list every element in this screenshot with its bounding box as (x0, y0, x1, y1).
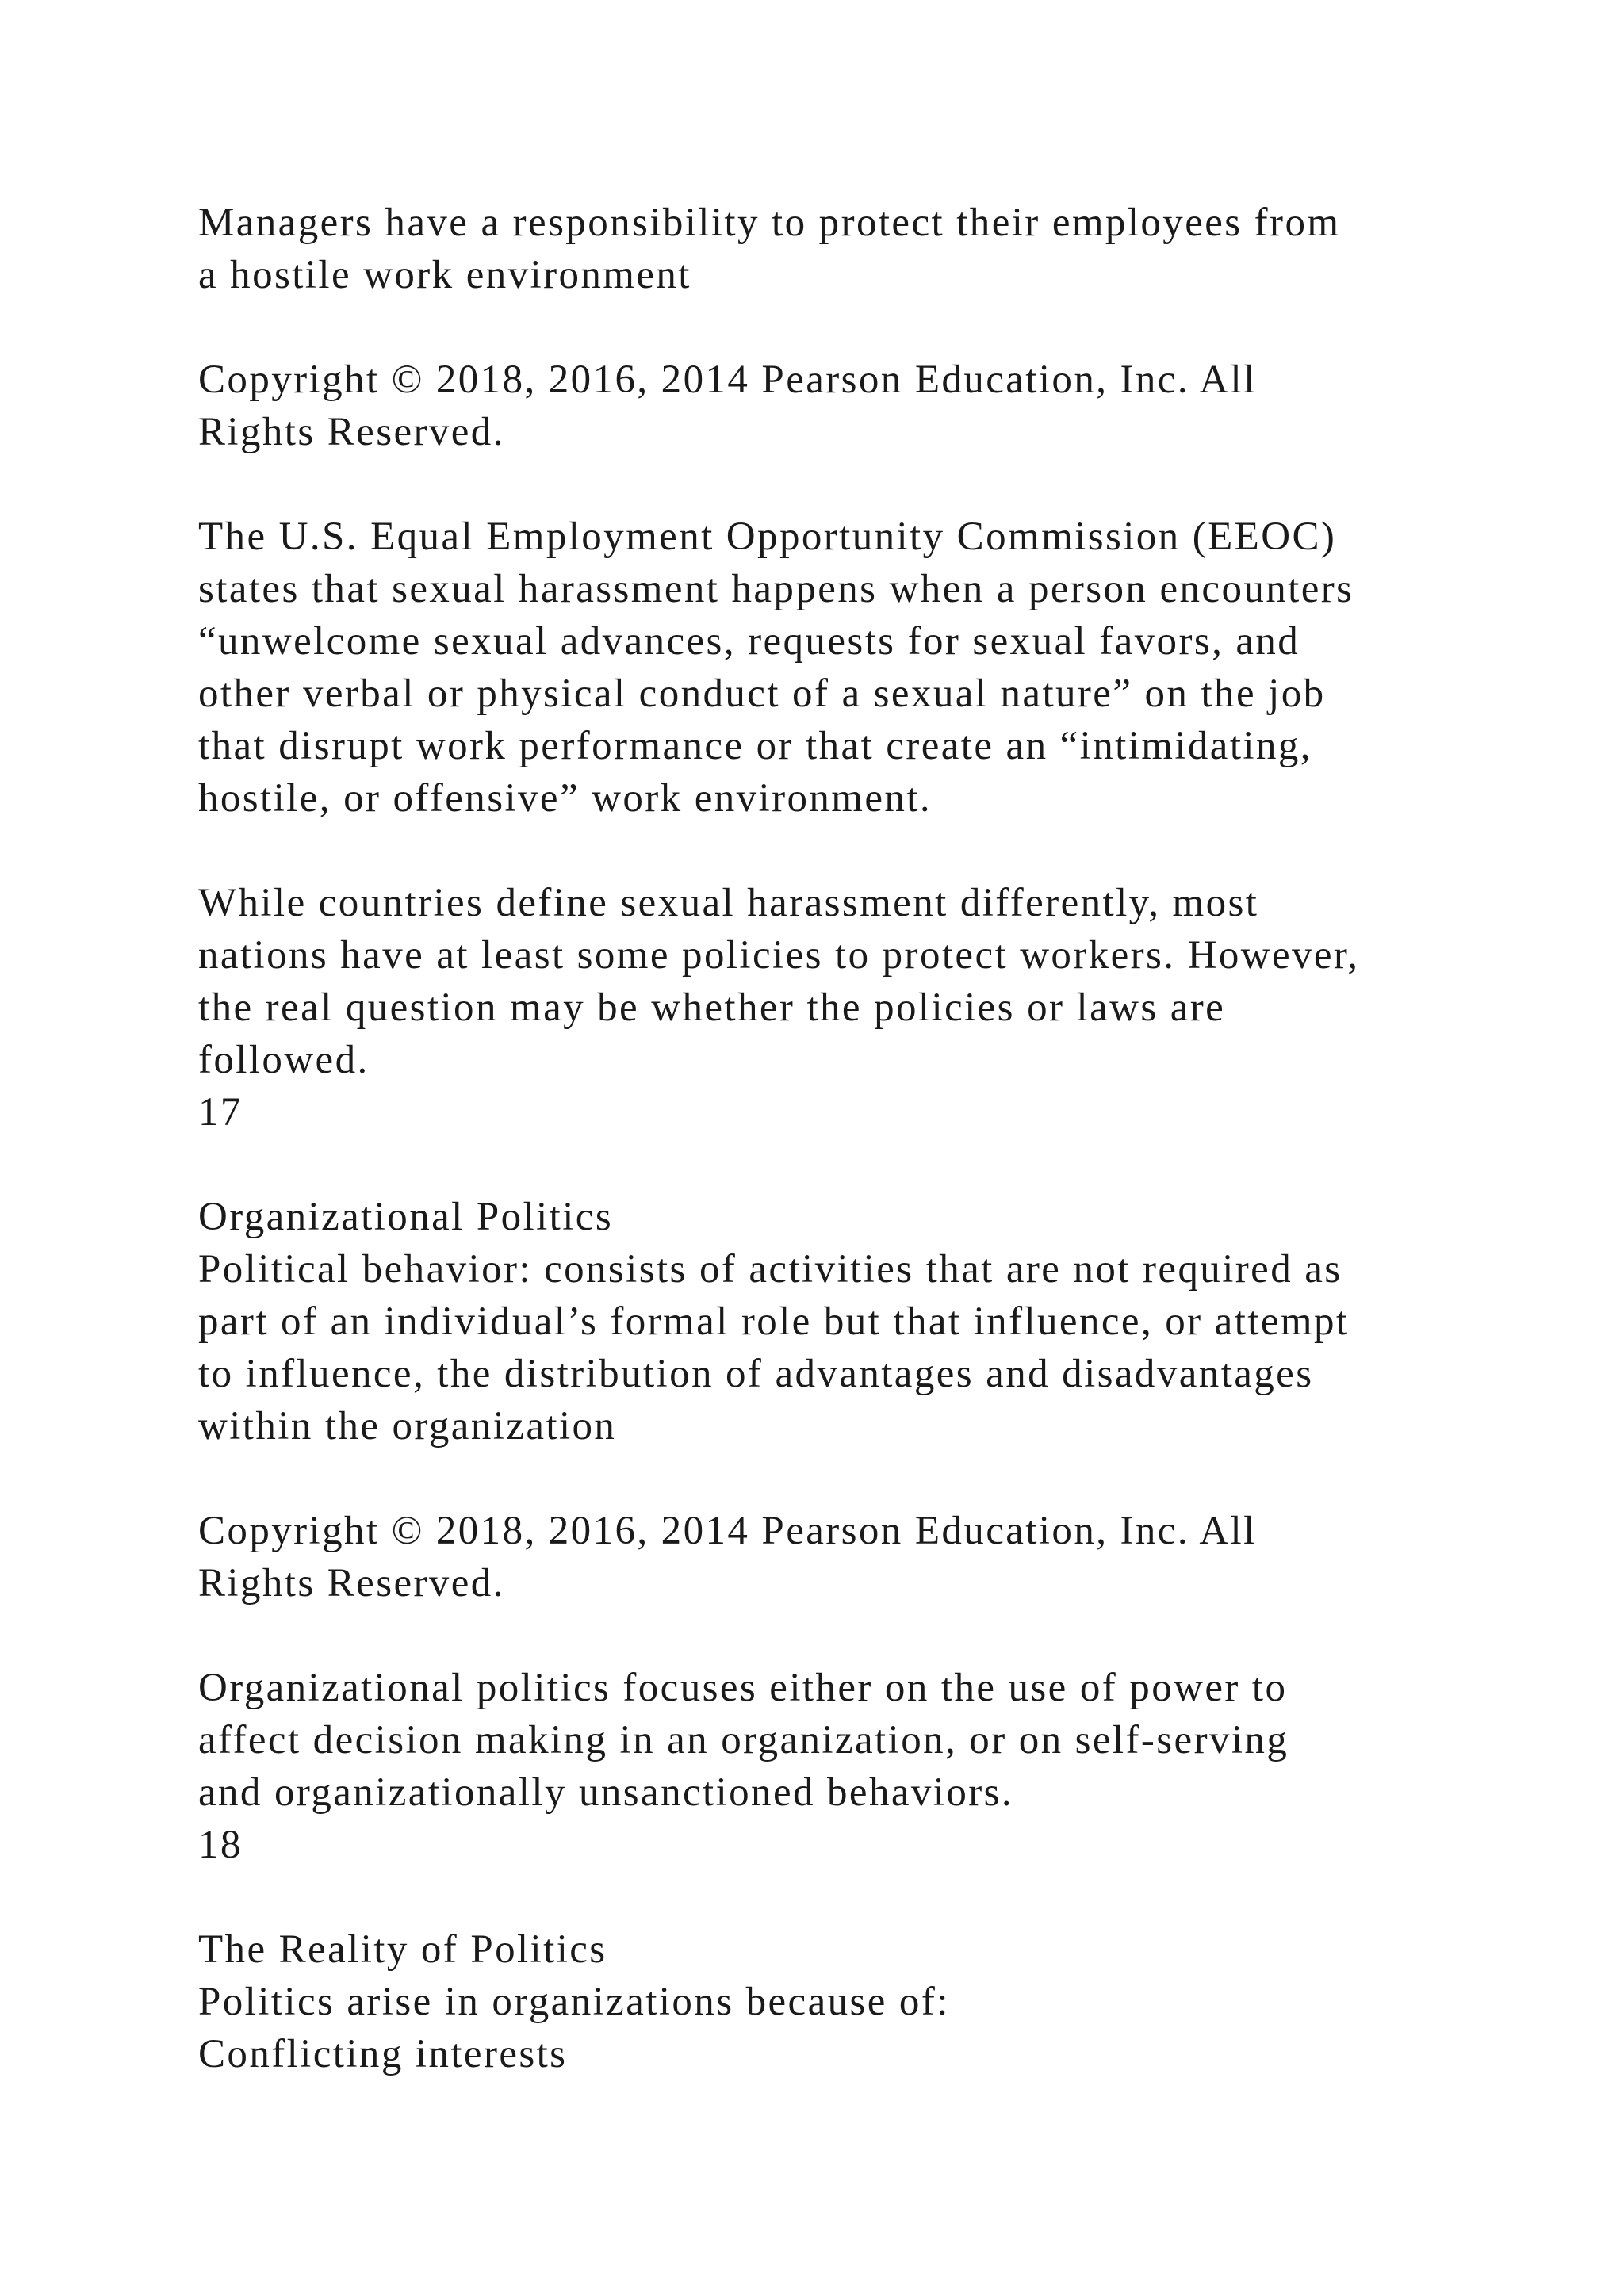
text-line: other verbal or physical conduct of a sexual nature” on the job (198, 672, 1326, 716)
document-body (198, 197, 1515, 2080)
paragraph (198, 197, 1515, 301)
paragraph-gap (198, 825, 1515, 877)
text-line: nations have at least some policies to protect workers. However, (198, 933, 1360, 978)
paragraph (198, 1662, 1515, 1871)
text-line: the real question may be whether the policies or laws are (198, 985, 1226, 1030)
text-line: Copyright © 2018, 2016, 2014 Pearson Education, Inc. All (198, 1509, 1257, 1553)
text-line: Political behavior: consists of activities that are not required as (198, 1247, 1342, 1292)
page-number: 17 (198, 1090, 243, 1135)
text-line: The U.S. Equal Employment Opportunity Commission (EEOC) (198, 515, 1337, 559)
text-line: Conflicting interests (198, 2032, 568, 2076)
text-line: The Reality of Politics (198, 1927, 607, 1972)
text-line: states that sexual harassment happens when a person encounters (198, 567, 1354, 611)
paragraph-gap (198, 1871, 1515, 1923)
text-line: affect decision making in an organization, or on self-serving (198, 1718, 1289, 1762)
paragraph (198, 877, 1515, 1138)
text-line: Managers have a responsibility to protect their employees from (198, 201, 1341, 245)
paragraph (198, 354, 1515, 458)
text-line: to influence, the distribution of advantages and disadvantages (198, 1352, 1314, 1396)
paragraph (198, 511, 1515, 825)
paragraph-gap (198, 1609, 1515, 1662)
text-line: a hostile work environment (198, 253, 691, 297)
text-line: Copyright © 2018, 2016, 2014 Pearson Education, Inc. All (198, 358, 1257, 402)
paragraph (198, 1505, 1515, 1609)
text-line: hostile, or offensive” work environment. (198, 776, 933, 821)
text-line: Organizational politics focuses either on the use of power to (198, 1666, 1288, 1710)
paragraph-gap (198, 458, 1515, 511)
paragraph (198, 1923, 1515, 2080)
text-line: Organizational Politics (198, 1195, 614, 1239)
text-line: Rights Reserved. (198, 1561, 505, 1605)
paragraph (198, 1191, 1515, 1452)
paragraph-gap (198, 1138, 1515, 1191)
paragraph-gap (198, 301, 1515, 354)
text-line: within the organization (198, 1404, 617, 1448)
text-line: Rights Reserved. (198, 410, 505, 454)
text-line: followed. (198, 1038, 370, 1082)
text-line: Politics arise in organizations because of: (198, 1980, 950, 2024)
page-number: 18 (198, 1823, 243, 1867)
text-line: and organizationally unsanctioned behaviors. (198, 1770, 1014, 1815)
text-line: that disrupt work performance or that create an “intimidating, (198, 724, 1312, 768)
text-line: “unwelcome sexual advances, requests for sexual favors, and (198, 619, 1300, 664)
paragraph-gap (198, 1452, 1515, 1505)
text-line: part of an individual’s formal role but that influence, or attempt (198, 1299, 1350, 1344)
text-line: While countries define sexual harassment differently, most (198, 881, 1259, 925)
